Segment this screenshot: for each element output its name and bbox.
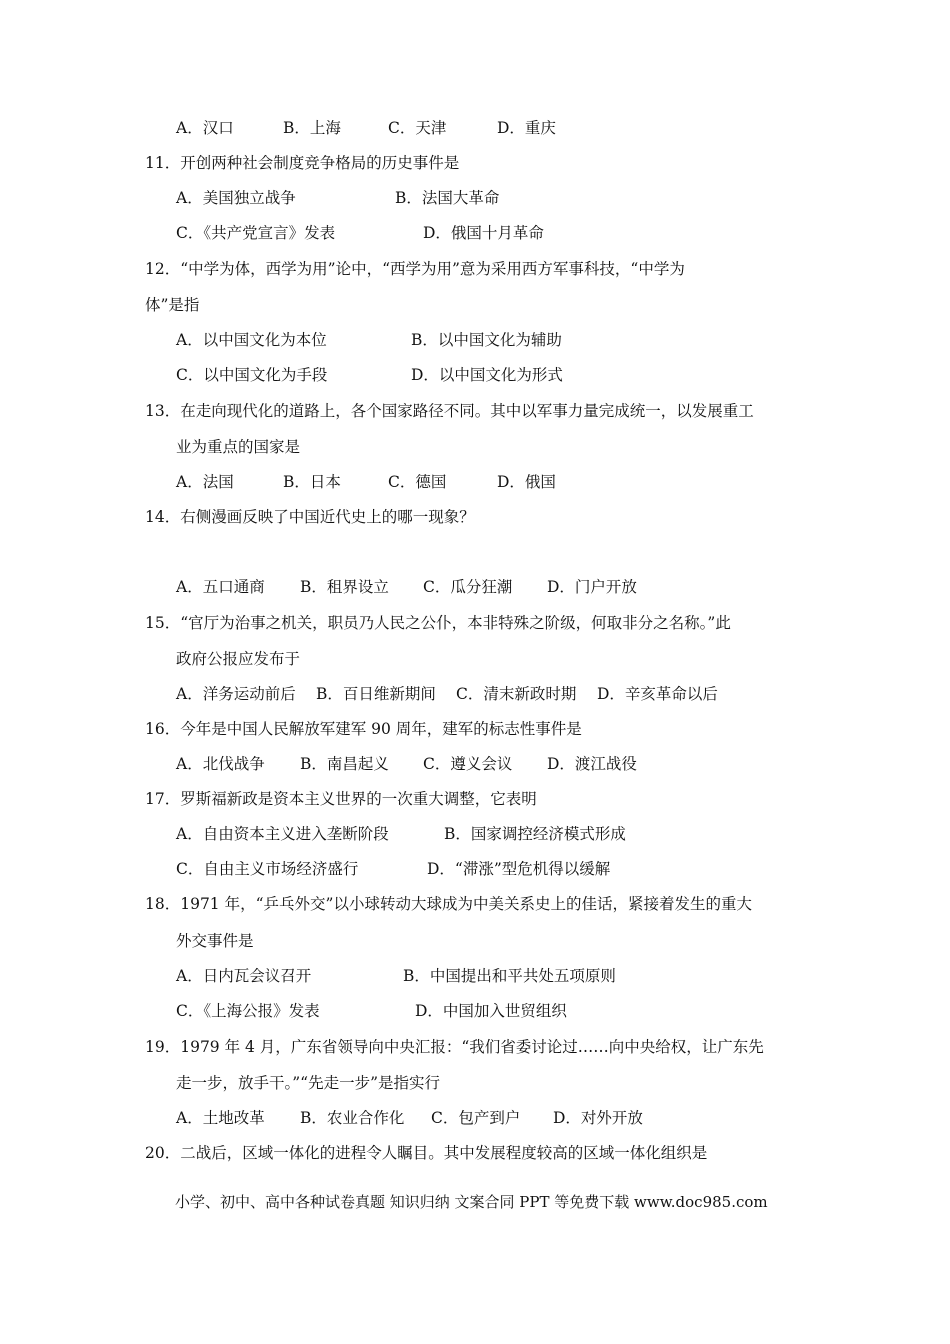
question-text: 15．“官厅为治事之机关，职员乃人民之公仆，本非特殊之阶级，何取非分之名称。”此 — [145, 614, 731, 632]
option-a: A．美国独立战争 — [176, 189, 296, 207]
question-text: 11．开创两种社会制度竞争格局的历史事件是 — [145, 154, 460, 172]
option-c: C．以中国文化为手段 — [176, 366, 328, 384]
option-b: B．中国提出和平共处五项原则 — [403, 967, 616, 985]
question-text: 19．1979 年 4 月，广东省领导向中央汇报：“我们省委讨论过……向中央给权，让广东先 — [145, 1038, 764, 1056]
option-d: D．对外开放 — [553, 1109, 643, 1127]
option-c: C．《上海公报》发表 — [176, 1002, 320, 1020]
option-d: D．门户开放 — [547, 578, 637, 596]
option-d: D．以中国文化为形式 — [411, 366, 563, 384]
option-a: A．汉口 — [176, 119, 234, 137]
question-text: 12．“中学为体，西学为用”论中，“西学为用”意为采用西方军事科技，“中学为 — [145, 260, 685, 278]
option-a: A．北伐战争 — [176, 755, 265, 773]
question-text: 20．二战后，区域一体化的进程令人瞩目。其中发展程度较高的区域一体化组织是 — [145, 1144, 708, 1162]
question-text: 外交事件是 — [176, 932, 254, 950]
option-a: A．日内瓦会议召开 — [176, 967, 312, 985]
question-text: 17．罗斯福新政是资本主义世界的一次重大调整，它表明 — [145, 790, 537, 808]
question-text: 政府公报应发布于 — [176, 650, 301, 668]
option-c: C．瓜分狂潮 — [423, 578, 513, 596]
option-c: C．遵义会议 — [423, 755, 513, 773]
option-c: C．包产到户 — [431, 1109, 521, 1127]
option-d: D．重庆 — [497, 119, 556, 137]
option-a: A．以中国文化为本位 — [176, 331, 327, 349]
option-b: B．上海 — [283, 119, 341, 137]
option-d: D．俄国十月革命 — [423, 224, 544, 242]
option-b: B．日本 — [283, 473, 341, 491]
option-b: B．以中国文化为辅助 — [411, 331, 562, 349]
option-a: A．五口通商 — [176, 578, 265, 596]
option-d: D．俄国 — [497, 473, 556, 491]
option-b: B．农业合作化 — [300, 1109, 405, 1127]
option-b: B．租界设立 — [300, 578, 389, 596]
question-text: 业为重点的国家是 — [176, 438, 301, 456]
option-b: B．国家调控经济模式形成 — [444, 825, 626, 843]
option-c: C．自由主义市场经济盛行 — [176, 860, 359, 878]
option-d: D．渡江战役 — [547, 755, 637, 773]
option-b: B．百日维新期间 — [316, 685, 436, 703]
option-a: A．土地改革 — [176, 1109, 265, 1127]
option-c: C．《共产党宣言》发表 — [176, 224, 336, 242]
option-a: A．自由资本主义进入垄断阶段 — [176, 825, 389, 843]
option-c: C．德国 — [388, 473, 447, 491]
page-footer: 小学、初中、高中各种试卷真题 知识归纳 文案合同 PPT 等免费下载 www.doc985.com — [175, 1193, 768, 1211]
question-text: 14．右侧漫画反映了中国近代史上的哪一现象？ — [145, 508, 475, 526]
option-a: A．法国 — [176, 473, 234, 491]
option-b: B．南昌起义 — [300, 755, 389, 773]
option-c: C．天津 — [388, 119, 447, 137]
question-text: 走一步，放手干。”“先走一步”是指实行 — [176, 1074, 441, 1092]
option-a: A．洋务运动前后 — [176, 685, 296, 703]
option-c: C．清末新政时期 — [456, 685, 577, 703]
option-d: D．“滞涨”型危机得以缓解 — [427, 860, 611, 878]
question-text: 18．1971 年，“乒乓外交”以小球转动大球成为中美关系史上的佳话，紧接着发生的重大 — [145, 895, 752, 913]
question-text: 体”是指 — [145, 296, 200, 314]
option-d: D．中国加入世贸组织 — [415, 1002, 567, 1020]
question-text: 16．今年是中国人民解放军建军 90 周年，建军的标志性事件是 — [145, 720, 582, 738]
option-d: D．辛亥革命以后 — [597, 685, 718, 703]
option-b: B．法国大革命 — [395, 189, 500, 207]
question-text: 13．在走向现代化的道路上，各个国家路径不同。其中以军事力量完成统一，以发展重工 — [145, 402, 754, 420]
